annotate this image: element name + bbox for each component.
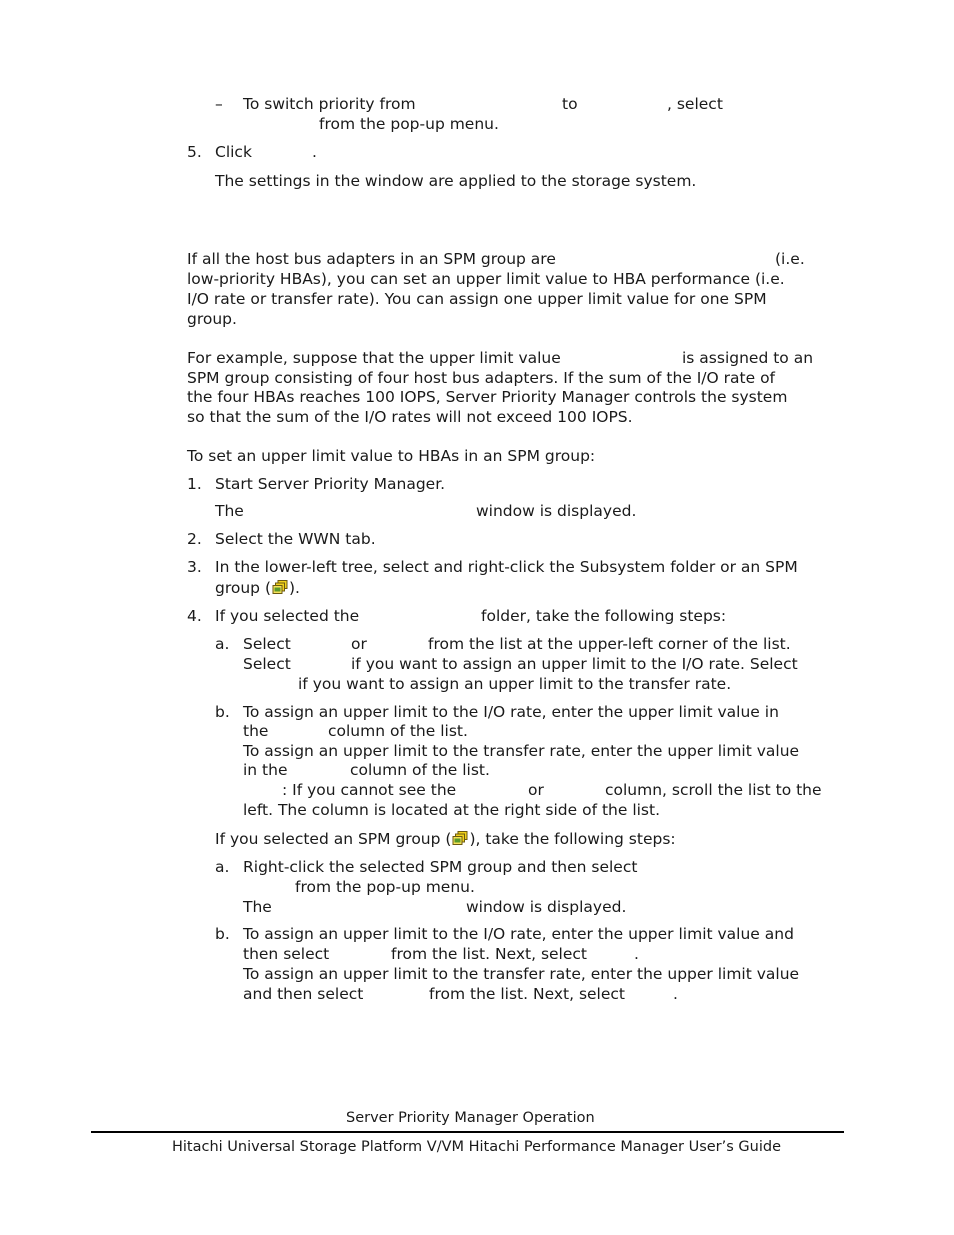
text: For example, suppose that the upper limit value	[187, 349, 561, 367]
text: I/O rate or transfer rate). You can assign one upper limit value for one SPM	[187, 290, 767, 308]
text: from the list. Next, select	[391, 945, 587, 963]
text: Right-click the selected SPM group and then select	[243, 858, 638, 876]
text: column of the list.	[350, 761, 490, 779]
text: .	[312, 143, 317, 161]
text: in the	[243, 761, 288, 779]
text: and then select	[243, 985, 364, 1003]
text: , select	[667, 95, 723, 113]
text: column of the list.	[328, 722, 468, 740]
text: In the lower-left tree, select and right-click the Subsystem folder or an SPM	[215, 558, 798, 576]
dash-marker: –	[215, 95, 223, 113]
text: To assign an upper limit to the transfer rate, enter the upper limit value	[243, 965, 800, 983]
text-with-icon	[215, 829, 676, 849]
text: The	[215, 502, 244, 520]
text: or	[351, 635, 367, 653]
text: the four HBAs reaches 100 IOPS, Server Priority Manager controls the system	[187, 388, 788, 406]
text: Start Server Priority Manager.	[215, 475, 446, 493]
text: is assigned to an	[682, 349, 814, 367]
text: If all the host bus adapters in an SPM group are	[187, 250, 556, 268]
text-with-icon	[215, 578, 300, 598]
text: or	[528, 781, 544, 799]
text: To assign an upper limit to the I/O rate, enter the upper limit value in	[243, 703, 779, 721]
text: ).	[289, 579, 300, 597]
text: To assign an upper limit to the transfer rate, enter the upper limit value	[243, 742, 800, 760]
text: To assign an upper limit to the I/O rate, enter the upper limit value and	[243, 925, 794, 943]
text: low-priority HBAs), you can set an upper limit value to HBA performance (i.e.	[187, 270, 785, 288]
text: from the list at the upper-left corner of the list.	[428, 635, 791, 653]
text: left. The column is located at the right side of the list.	[243, 801, 661, 819]
text: If you selected the	[215, 607, 360, 625]
text: if you want to assign an upper limit to the I/O rate. Select	[351, 655, 798, 673]
text: SPM group consisting of four host bus adapters. If the sum of the I/O rate of	[187, 369, 776, 387]
text: the	[243, 722, 269, 740]
text: Select the WWN tab.	[215, 530, 376, 548]
text: so that the sum of the I/O rates will not exceed 100 IOPS.	[187, 408, 633, 426]
text: To set an upper limit value to HBAs in an SPM group:	[187, 447, 596, 465]
text: group (	[215, 579, 271, 597]
text: column, scroll the list to the	[605, 781, 822, 799]
step-number: 3.	[187, 558, 202, 576]
footer-section-title: Server Priority Manager Operation	[346, 1110, 595, 1126]
text: from the pop-up menu.	[319, 115, 499, 133]
text: (i.e.	[775, 250, 805, 268]
step-number: 5.	[187, 143, 202, 161]
text: from the list. Next, select	[429, 985, 625, 1003]
step-number: 2.	[187, 530, 202, 548]
footer-rule	[91, 1131, 844, 1133]
footer-book-title: Hitachi Universal Storage Platform V/VM Hitachi Performance Manager User’s Guide	[172, 1139, 781, 1155]
text: folder, take the following steps:	[481, 607, 727, 625]
substep-marker: b.	[215, 925, 230, 943]
text: window is displayed.	[466, 898, 627, 916]
step-number: 4.	[187, 607, 202, 625]
spm-group-icon	[272, 580, 288, 595]
text: if you want to assign an upper limit to the transfer rate.	[298, 675, 732, 693]
text: Select	[243, 655, 291, 673]
text: If you selected an SPM group (	[215, 830, 452, 848]
text: ), take the following steps:	[469, 830, 676, 848]
text: : If you cannot see the	[282, 781, 457, 799]
text: to	[562, 95, 578, 113]
text: The	[243, 898, 272, 916]
text: .	[634, 945, 639, 963]
spm-group-icon	[452, 831, 468, 846]
substep-marker: b.	[215, 703, 230, 721]
text: The settings in the window are applied to the storage system.	[215, 172, 697, 190]
text: To switch priority from	[243, 95, 416, 113]
substep-marker: a.	[215, 635, 230, 653]
text: from the pop-up menu.	[295, 878, 475, 896]
text: then select	[243, 945, 330, 963]
text: Click	[215, 143, 252, 161]
substep-marker: a.	[215, 858, 230, 876]
text: .	[673, 985, 678, 1003]
text: group.	[187, 310, 237, 328]
text: window is displayed.	[476, 502, 637, 520]
step-number: 1.	[187, 475, 202, 493]
text: Select	[243, 635, 291, 653]
